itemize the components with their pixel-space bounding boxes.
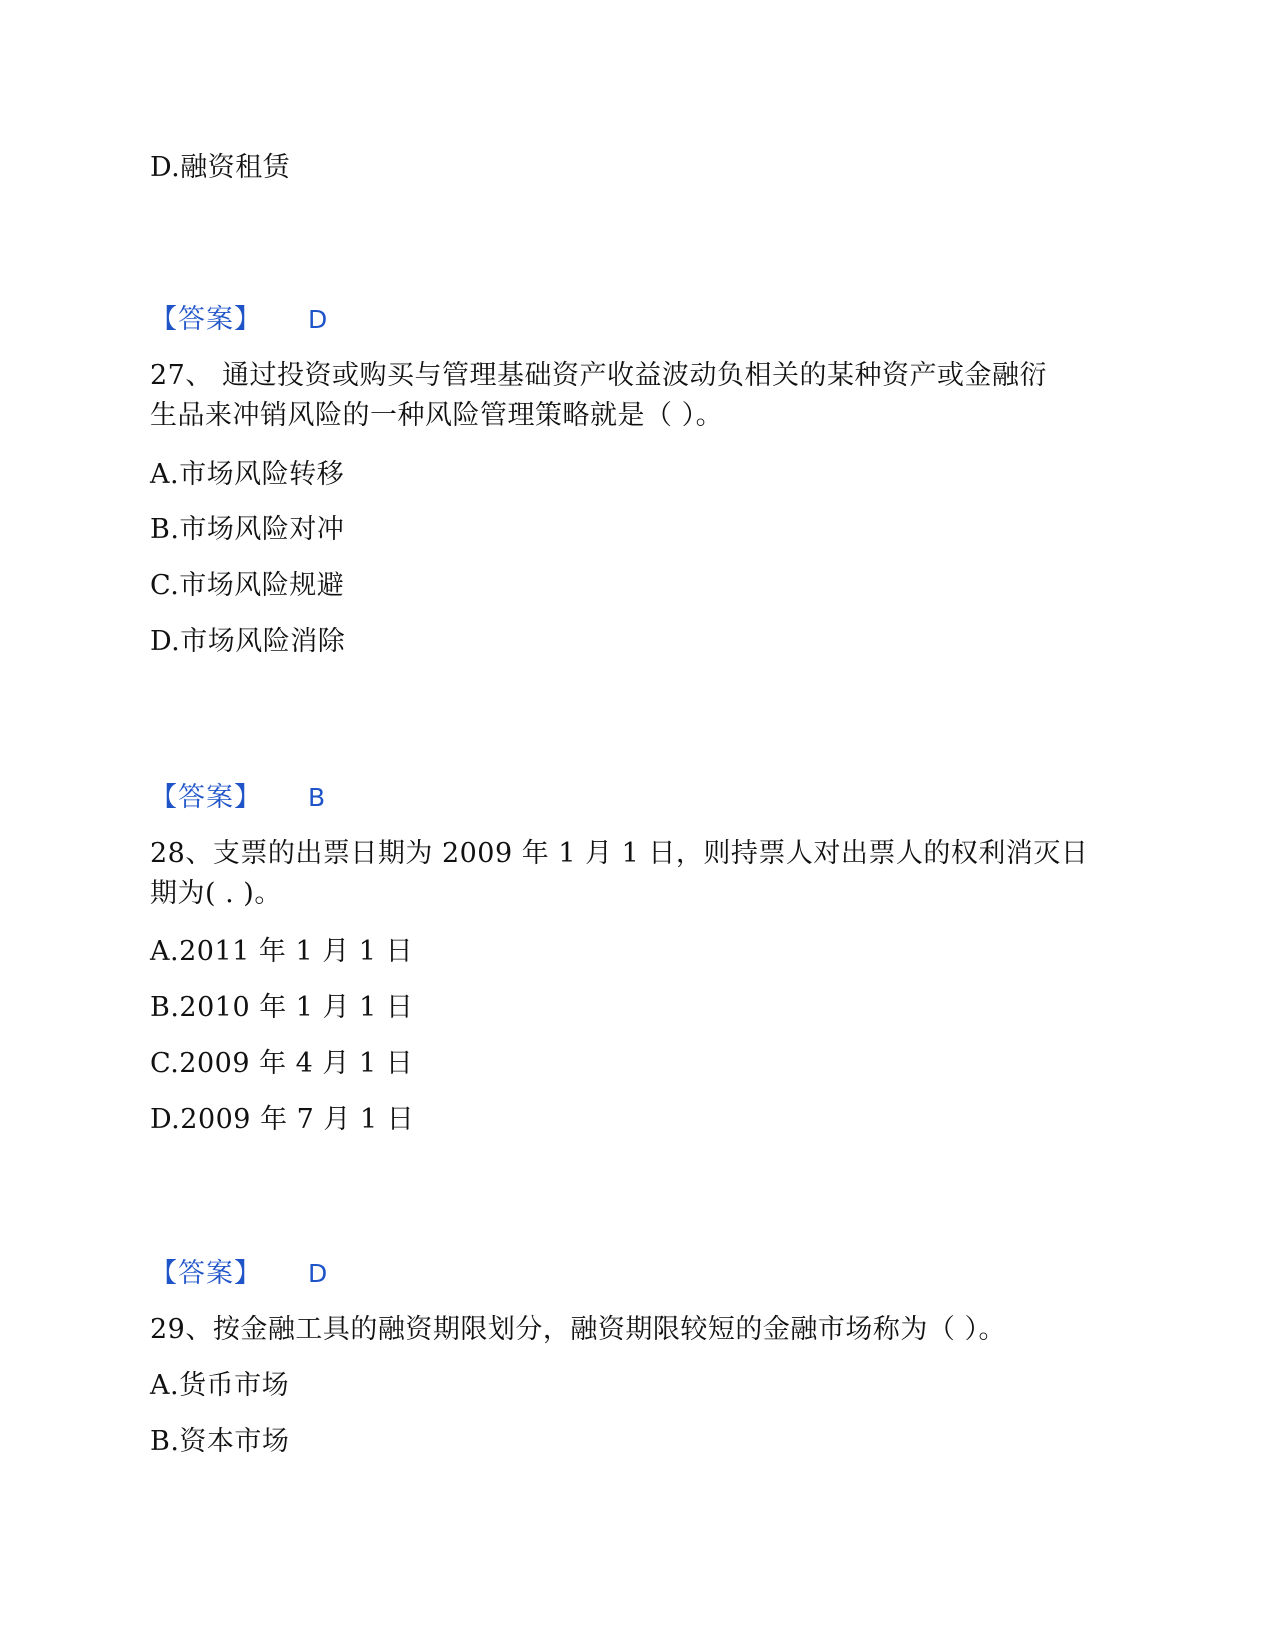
q28-stem-line-1: 28、支票的出票日期为 2009 年 1 月 1 日，则持票人对出票人的权利消灭日 — [150, 838, 1089, 869]
q27-option-d: D.市场风险消除 — [150, 626, 346, 657]
q29-option-b: B.资本市场 — [150, 1426, 290, 1457]
q29-option-a: A.货币市场 — [150, 1370, 290, 1401]
q28-option-b: B.2010 年 1 月 1 日 — [150, 992, 414, 1023]
q27-answer — [150, 780, 325, 816]
q27-option-a: A.市场风险转移 — [150, 459, 345, 490]
answer-label: 【答案】 — [150, 782, 262, 813]
q28-option-a: A.2011 年 1 月 1 日 — [150, 936, 414, 967]
q27-stem-line-1: 27、 通过投资或购买与管理基础资产收益波动负相关的某种资产或金融衍 — [150, 360, 1047, 391]
answer-label: 【答案】 — [150, 1258, 262, 1289]
answer-label: 【答案】 — [150, 304, 262, 335]
q27-option-b: B.市场风险对冲 — [150, 514, 345, 545]
q28-option-c: C.2009 年 4 月 1 日 — [150, 1048, 414, 1079]
q28-option-d: D.2009 年 7 月 1 日 — [150, 1104, 415, 1135]
q26-answer — [150, 302, 327, 338]
q28-answer — [150, 1256, 327, 1292]
answer-value: D — [308, 1259, 328, 1288]
q27-stem-line-2: 生品来冲销风险的一种风险管理策略就是（ ）。 — [150, 400, 724, 431]
q27-option-c: C.市场风险规避 — [150, 570, 345, 601]
q26-option-d: D.融资租赁 — [150, 152, 291, 183]
answer-value: D — [308, 305, 328, 334]
q28-stem-line-2: 期为( . )。 — [150, 878, 282, 909]
answer-value: B — [308, 783, 326, 812]
q29-stem-line-1: 29、按金融工具的融资期限划分，融资期限较短的金融市场称为（ ）。 — [150, 1314, 1006, 1345]
